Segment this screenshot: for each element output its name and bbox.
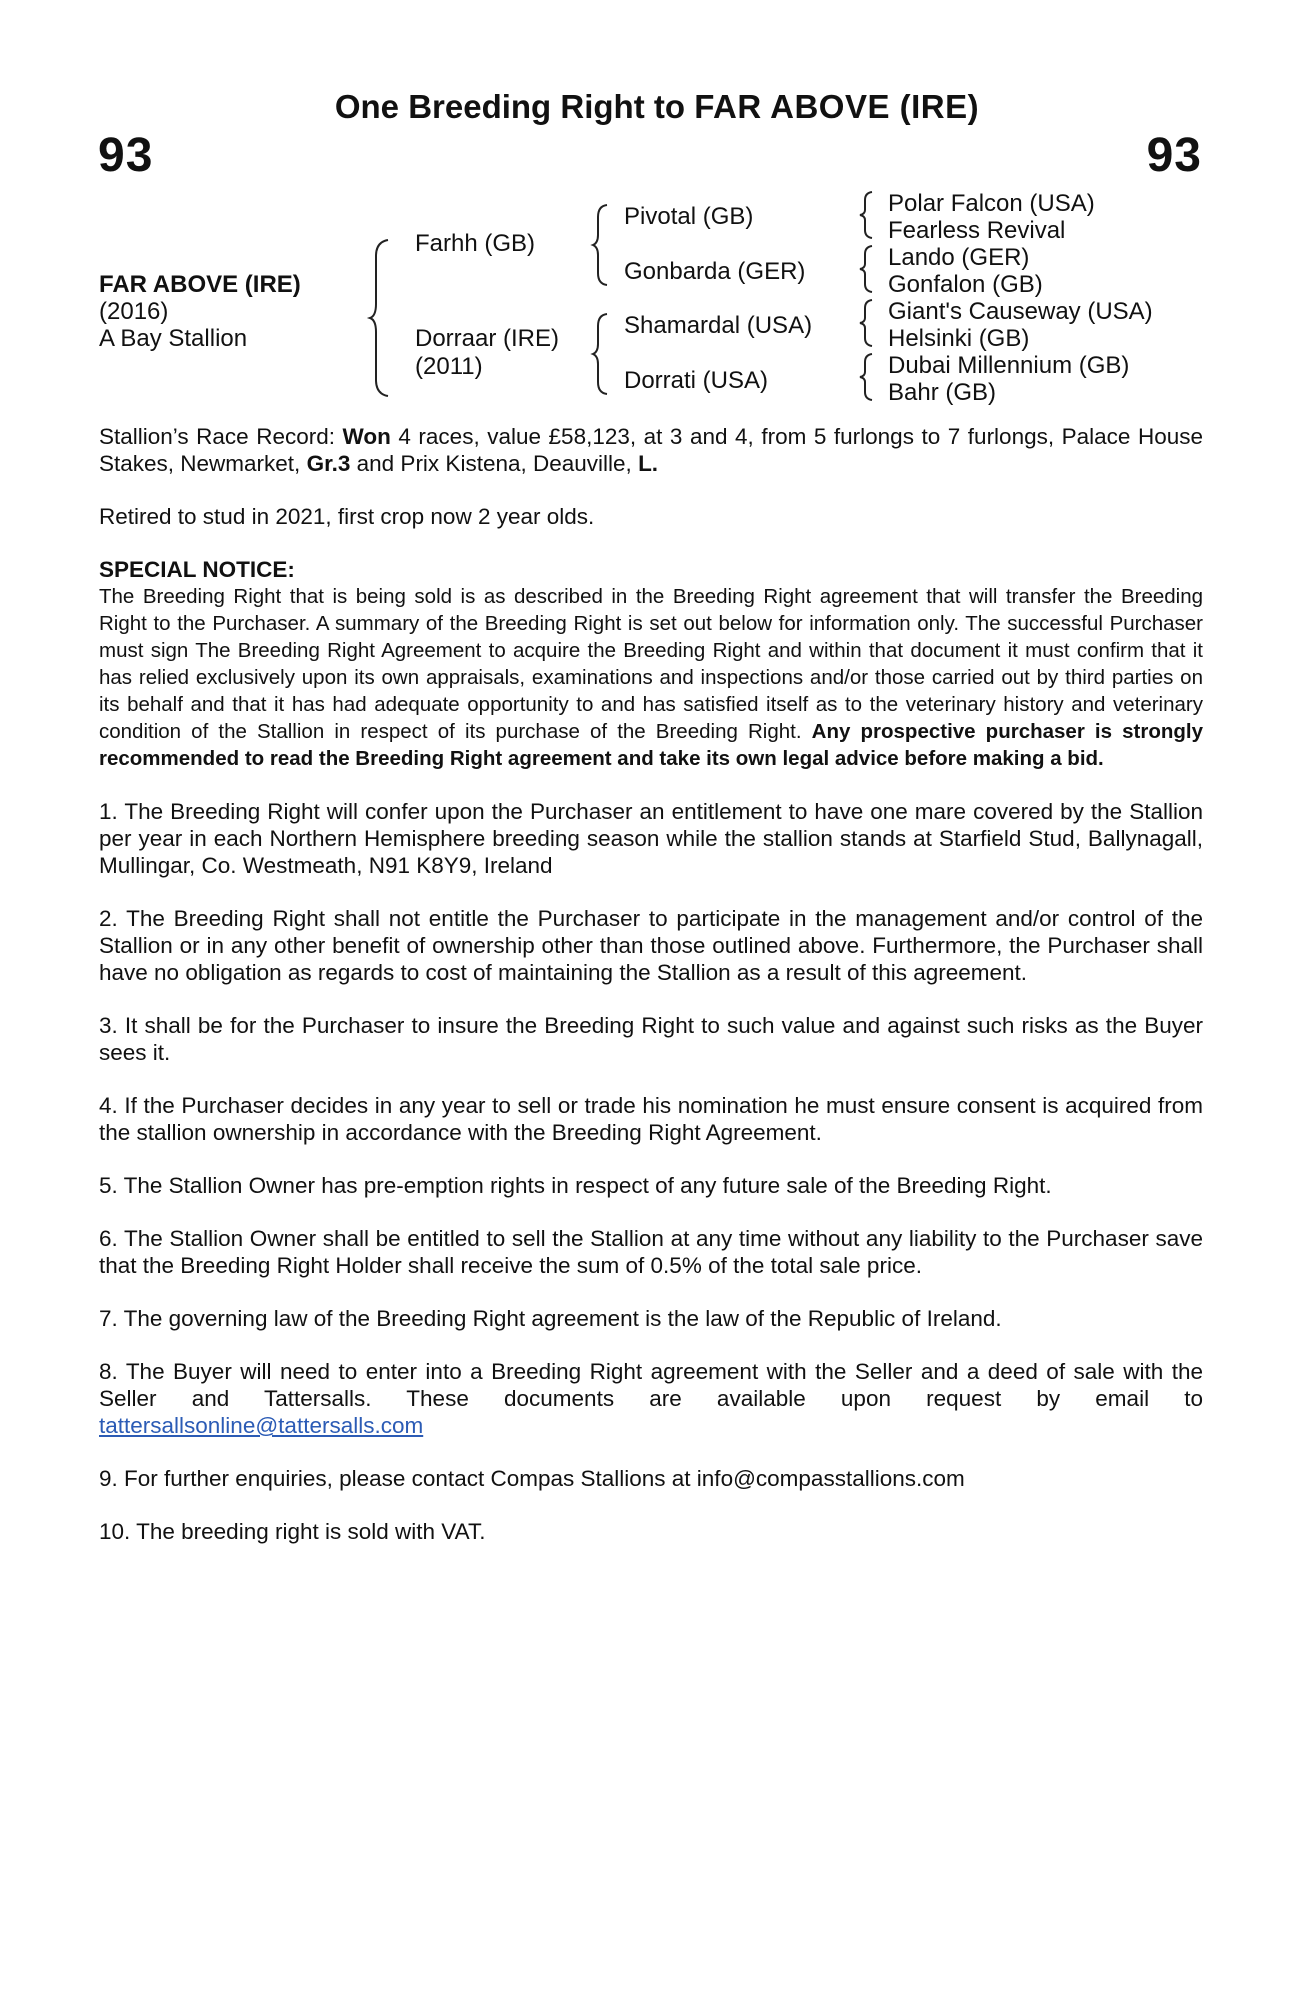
ggp-3: Lando (GER) <box>888 244 1030 271</box>
clause-1: 1. The Breeding Right will confer upon the Purchaser an entitlement to have one mare covered by the Stallion per year in each Northern Hemisphere breeding season while the stallion stands at Starfield Stud, Ballynagall, Mullingar, Co. Westmeath, N91 K8Y9, Ireland <box>99 799 1203 878</box>
clause-2: 2. The Breeding Right shall not entitle the Purchaser to participate in the management and/or control of the Stallion or in any other benefit of ownership other than those outlined above. Furthermore, the Purchaser shall have no obligation as regards to cost of maintaining the Stallion as a result of this agreement. <box>99 906 1203 985</box>
race-record-won: Won <box>342 424 391 449</box>
pedigree-bracket-g3 <box>860 298 876 348</box>
special-notice-heading: SPECIAL NOTICE: <box>99 557 295 582</box>
lot-number-right: 93 <box>1146 129 1202 182</box>
pedigree-bracket-main <box>370 238 394 398</box>
ggp-6: Helsinki (GB) <box>888 325 1030 352</box>
clause-8-text: 8. The Buyer will need to enter into a Breeding Right agreement with the Seller and a deed of sale with the Seller and Tattersalls. These documents are available upon request by email to <box>99 1359 1203 1411</box>
special-notice-body <box>99 583 1203 772</box>
title-prefix: One Breeding Right to <box>334 88 686 125</box>
clause-8 <box>99 1358 1203 1439</box>
pedigree-bracket-dam <box>593 312 613 396</box>
race-record <box>99 423 1203 477</box>
special-notice-text: The Breeding Right that is being sold is as described in the Breeding Right agreement that will transfer the Breeding Right to the Purchaser. A summary of the Breeding Right is set out below for information only. The successful Purchaser must sign The Breeding Right Agreement to acquire the Breeding Right and within that document it must confirm that it has relied exclusively upon its own appraisals, examinations and inspections and/or those carried out by third parties on its behalf and that it has had adequate opportunity to and has satisfied itself as to the veterinary history and veterinary condition of the Stallion in respect of its purchase of the Breeding Right. <box>99 585 1203 743</box>
ggp-2: Fearless Revival <box>888 217 1066 244</box>
pedigree-bracket-g4 <box>860 352 876 402</box>
clause-6: 6. The Stallion Owner shall be entitled to sell the Stallion at any time without any liability to the Purchaser save that the Breeding Right Holder shall receive the sum of 0.5% of the total sale price. <box>99 1226 1203 1278</box>
ggp-7: Dubai Millennium (GB) <box>888 352 1130 379</box>
document-body <box>99 423 1203 1571</box>
page-title <box>0 88 1314 126</box>
title-horse: FAR ABOVE (IRE) <box>694 88 980 125</box>
ggp-5: Giant's Causeway (USA) <box>888 298 1153 325</box>
clause-5: 5. The Stallion Owner has pre-emption rights in respect of any future sale of the Breeding Right. <box>99 1173 1052 1198</box>
race-record-text1: 4 races, value £58,123, at 3 and 4, from 5 furlongs to 7 furlongs, Palace House Stakes, Newmarket, <box>99 424 1203 476</box>
special-notice <box>99 556 1203 772</box>
ggp-1: Polar Falcon (USA) <box>888 190 1095 217</box>
sire-sire: Pivotal (GB) <box>624 203 754 230</box>
ggp-8: Bahr (GB) <box>888 379 997 406</box>
race-record-grade: Gr.3 <box>306 451 351 476</box>
sire-dam: Gonbarda (GER) <box>624 258 806 285</box>
pedigree-bracket-g1 <box>860 190 876 240</box>
horse-year: (2016) <box>99 298 169 325</box>
special-notice-bold: Any prospective purchaser is strongly recommended to read the Breeding Right agreement and take its own legal advice before making a bid. <box>99 720 1203 770</box>
retired-text: Retired to stud in 2021, first crop now 2 year olds. <box>99 504 595 529</box>
pedigree-bracket-sire <box>593 203 613 287</box>
clause-4: 4. If the Purchaser decides in any year to sell or trade his nomination he must ensure consent is acquired from the stallion ownership in accordance with the Breeding Right Agreement. <box>99 1093 1203 1145</box>
clause-7: 7. The governing law of the Breeding Right agreement is the law of the Republic of Ireland. <box>99 1306 1002 1331</box>
lot-number-left: 93 <box>98 129 154 182</box>
ggp-4: Gonfalon (GB) <box>888 271 1043 298</box>
pedigree-bracket-g2 <box>860 244 876 294</box>
sire: Farhh (GB) <box>415 230 536 257</box>
dam-sire: Shamardal (USA) <box>624 312 813 339</box>
email-link[interactable]: tattersallsonline@tattersalls.com <box>99 1413 424 1438</box>
clause-10: 10. The breeding right is sold with VAT. <box>99 1519 486 1544</box>
horse-name: FAR ABOVE (IRE) <box>99 271 301 298</box>
clause-9: 9. For further enquiries, please contact Compas Stallions at info@compasstallions.com <box>99 1466 965 1491</box>
dam-year: (2011) <box>415 353 483 380</box>
dam: Dorraar (IRE) <box>415 325 560 352</box>
race-record-text2: and Prix Kistena, Deauville, <box>356 451 632 476</box>
race-record-label: Stallion’s Race Record: <box>99 424 335 449</box>
horse-description: A Bay Stallion <box>99 325 248 352</box>
clause-3: 3. It shall be for the Purchaser to insure the Breeding Right to such value and against such risks as the Buyer sees it. <box>99 1013 1203 1065</box>
dam-dam: Dorrati (USA) <box>624 367 769 394</box>
race-record-listed: L. <box>638 451 659 476</box>
